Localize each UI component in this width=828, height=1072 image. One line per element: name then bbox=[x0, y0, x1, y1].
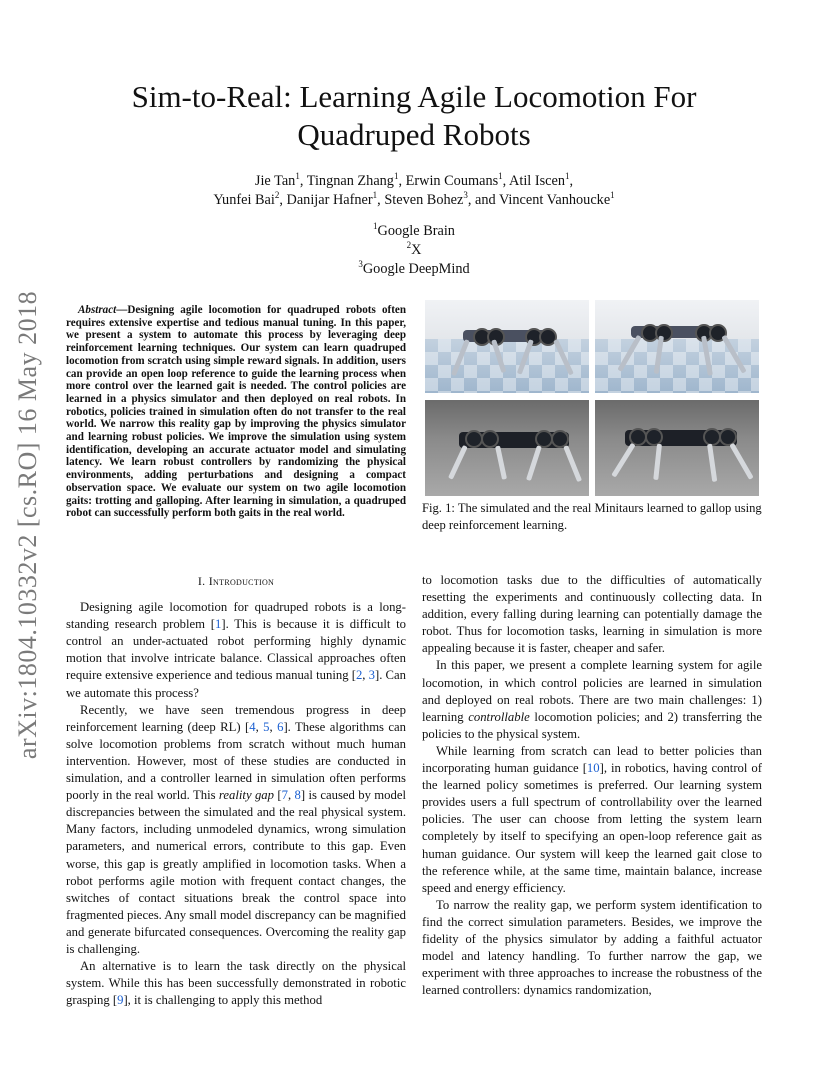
body-paragraph: An alternative is to learn the task directly on the physical system. While this has been successfully demonstrated in robotic grasping [9], it is challenging to apply this method bbox=[66, 959, 406, 1008]
author-affiliation-mark: 3 bbox=[463, 190, 468, 201]
citation-link[interactable]: 9 bbox=[117, 993, 124, 1008]
abstract-lead: Abstract bbox=[78, 304, 117, 316]
left-column bbox=[66, 572, 406, 1009]
figure-1 bbox=[425, 300, 761, 500]
citation-link[interactable]: 2 bbox=[355, 668, 363, 683]
author-name: Erwin Coumans bbox=[405, 173, 499, 189]
author-name: Jie Tan bbox=[254, 173, 296, 189]
citation-link[interactable]: 3 bbox=[368, 668, 375, 683]
figure-sim-image-left bbox=[425, 300, 589, 393]
paper-title bbox=[60, 78, 768, 154]
figure-real-image-right bbox=[595, 400, 759, 496]
right-column-body bbox=[422, 572, 762, 999]
figure-sim-image-right bbox=[595, 300, 759, 393]
left-column-body bbox=[66, 599, 406, 1009]
body-paragraph: to locomotion tasks due to the difficulties of automatically resetting the experiments and continuously collecting data. In addition, every falling during learning can potentially damage the robot. Thus for locomotion tasks, learning in simulation is more appealing because it is faster, cheaper and safer. bbox=[422, 573, 762, 656]
citation-link[interactable]: 6 bbox=[277, 719, 284, 734]
citation-link[interactable]: 7 bbox=[281, 788, 288, 803]
body-paragraph: Recently, we have seen tremendous progress in deep reinforcement learning (deep RL) [4, 5, 6]. These algorithms can solve locomotion problems from scratch without much human intervention. However, most of these studies are conducted in simulation, and a controller learned in simulation often performs poorly in the real world. This reality gap [7, 8] is caused by model discrepancies between the simulated and the real physical system. Many factors, including unmodeled dynamics, wrong simulation parameters, and numerical errors, contribute to this gap. Even worse, this gap is greatly amplified in locomotion tasks. When a robot performs agile motion with frequent contact changes, the switches of contact situations break the control space into fragmented pieces. Any small model discrepancy can be magnified and generate bifurcated consequences. Overcoming the reality gap is challenging. bbox=[66, 702, 407, 956]
figure-caption: Fig. 1: The simulated and the real Minitaurs learned to gallop using deep reinforcement learning. bbox=[422, 501, 762, 532]
author-name: Tingnan Zhang bbox=[306, 173, 394, 189]
arxiv-id: arXiv:1804.10332v2 [cs.RO] 16 May 2018 bbox=[13, 290, 42, 760]
italic-term: reality gap bbox=[218, 788, 274, 803]
title-line-1: Sim-to-Real: Learning Agile Locomotion For bbox=[131, 79, 697, 114]
author-affiliation-mark: 1 bbox=[295, 171, 300, 182]
right-column bbox=[422, 572, 762, 999]
italic-term: controllable bbox=[468, 709, 530, 724]
author-affiliation-mark: 1 bbox=[372, 190, 378, 201]
body-paragraph: To narrow the reality gap, we perform system identification to find the correct simulation parameters. Besides, we improve the fidelity of the physics simulator by adding a faithful actuator model and latency handling. To further narrow the gap, we experiment with three approaches to increase the robustness of the learned controllers: dynamics randomization, bbox=[422, 897, 762, 998]
author-name: Vincent Vanhoucke bbox=[498, 192, 611, 208]
author-name: Danijar Hafner bbox=[286, 192, 373, 208]
abstract-text: —Designing agile locomotion for quadruped robots often requires extensive expertise and tedious manual tuning. In this paper, we present a system to automate this process by leveraging deep reinforcement learning techniques. Our system can learn quadruped locomotion from scratch using simple reward signals. In addition, users can provide an open loop reference to guide the learning process when more control over the learned gait is needed. The control policies are learned in a physics simulator and then deployed on real robots. In robotics, policies trained in simulation often do not transfer to the real world. We narrow this reality gap by improving the physics simulator and learning robust policies. We improve the simulation using system identification, developing an accurate actuator model and simulating latency. We learn robust controllers by randomizing the physical environments, adding perturbations and designing a compact observation space. We evaluate our system on two agile locomotion gaits: trotting and galloping. After learning in simulation, a quadruped robot can successfully perform both gaits in the real world. bbox=[66, 304, 406, 520]
affiliation: $^2$X bbox=[406, 240, 422, 258]
author-list: Jie Tan$^1$, Tingnan Zhang$^1$, Erwin Coumans$^1$, Atil Iscen$^1$, Yunfei Bai$^2$, Danijar Hafner$^1$, Steven Bohez$^3$, and Vincent Vanhoucke$^1$ bbox=[213, 171, 615, 208]
author-affiliation-mark: 1 bbox=[498, 171, 503, 182]
author-affiliation-mark: 1 bbox=[565, 171, 570, 182]
body-paragraph: In this paper, we present a complete learning system for agile locomotion, in which control policies are learned in simulation and deployed on real robots. There are two main challenges: 1) learning controllable locomotion policies; and 2) transferring the policies to the physical system. bbox=[422, 658, 762, 741]
title-line-2: Quadruped Robots bbox=[297, 117, 531, 152]
citation-link[interactable]: 4 bbox=[249, 719, 256, 734]
arxiv-sidebar-stamp bbox=[6, 290, 50, 760]
citation-link[interactable]: 1 bbox=[215, 617, 222, 632]
author-affiliation-mark: 1 bbox=[610, 190, 615, 201]
author-name: Yunfei Bai bbox=[213, 192, 275, 208]
citation-link[interactable]: 8 bbox=[294, 788, 301, 803]
author-affiliation-mark: 2 bbox=[274, 190, 280, 201]
body-paragraph: While learning from scratch can lead to better policies than incorporating human guidance [10], in robotics, having control of the learned policy sometimes is preferred. Our learning system provides users a full spectrum of controllability over the learned policies. The user can choose from letting the system learn completely by itself to specifying an open-loop reference gait as human guidance. Our system will keep the learned gait close to the reference while, at the same time, maintain balance, increase speed and energy efficiency. bbox=[422, 743, 762, 895]
author-name: Steven Bohez bbox=[384, 192, 464, 208]
citation-link[interactable]: 10 bbox=[586, 761, 600, 776]
affiliation-list bbox=[60, 222, 768, 279]
body-paragraph: Designing agile locomotion for quadruped robots is a long-standing research problem [1]. This is because it is difficult to control an under-actuated robot performing highly dynamic motion that involve intricate balance. Classical approaches often require extensive experience and tedious manual tuning [2, 3]. Can we automate this process? bbox=[66, 600, 407, 700]
affiliation: $^1$Google Brain bbox=[373, 221, 455, 239]
affiliation: $^3$Google DeepMind bbox=[358, 259, 470, 277]
figure-real-image-left bbox=[425, 400, 589, 496]
section-heading: I. Introduction bbox=[197, 574, 275, 588]
author-name: Atil Iscen bbox=[509, 173, 566, 189]
abstract bbox=[66, 304, 406, 520]
citation-link[interactable]: 5 bbox=[263, 719, 270, 734]
author-affiliation-mark: 1 bbox=[393, 171, 399, 182]
